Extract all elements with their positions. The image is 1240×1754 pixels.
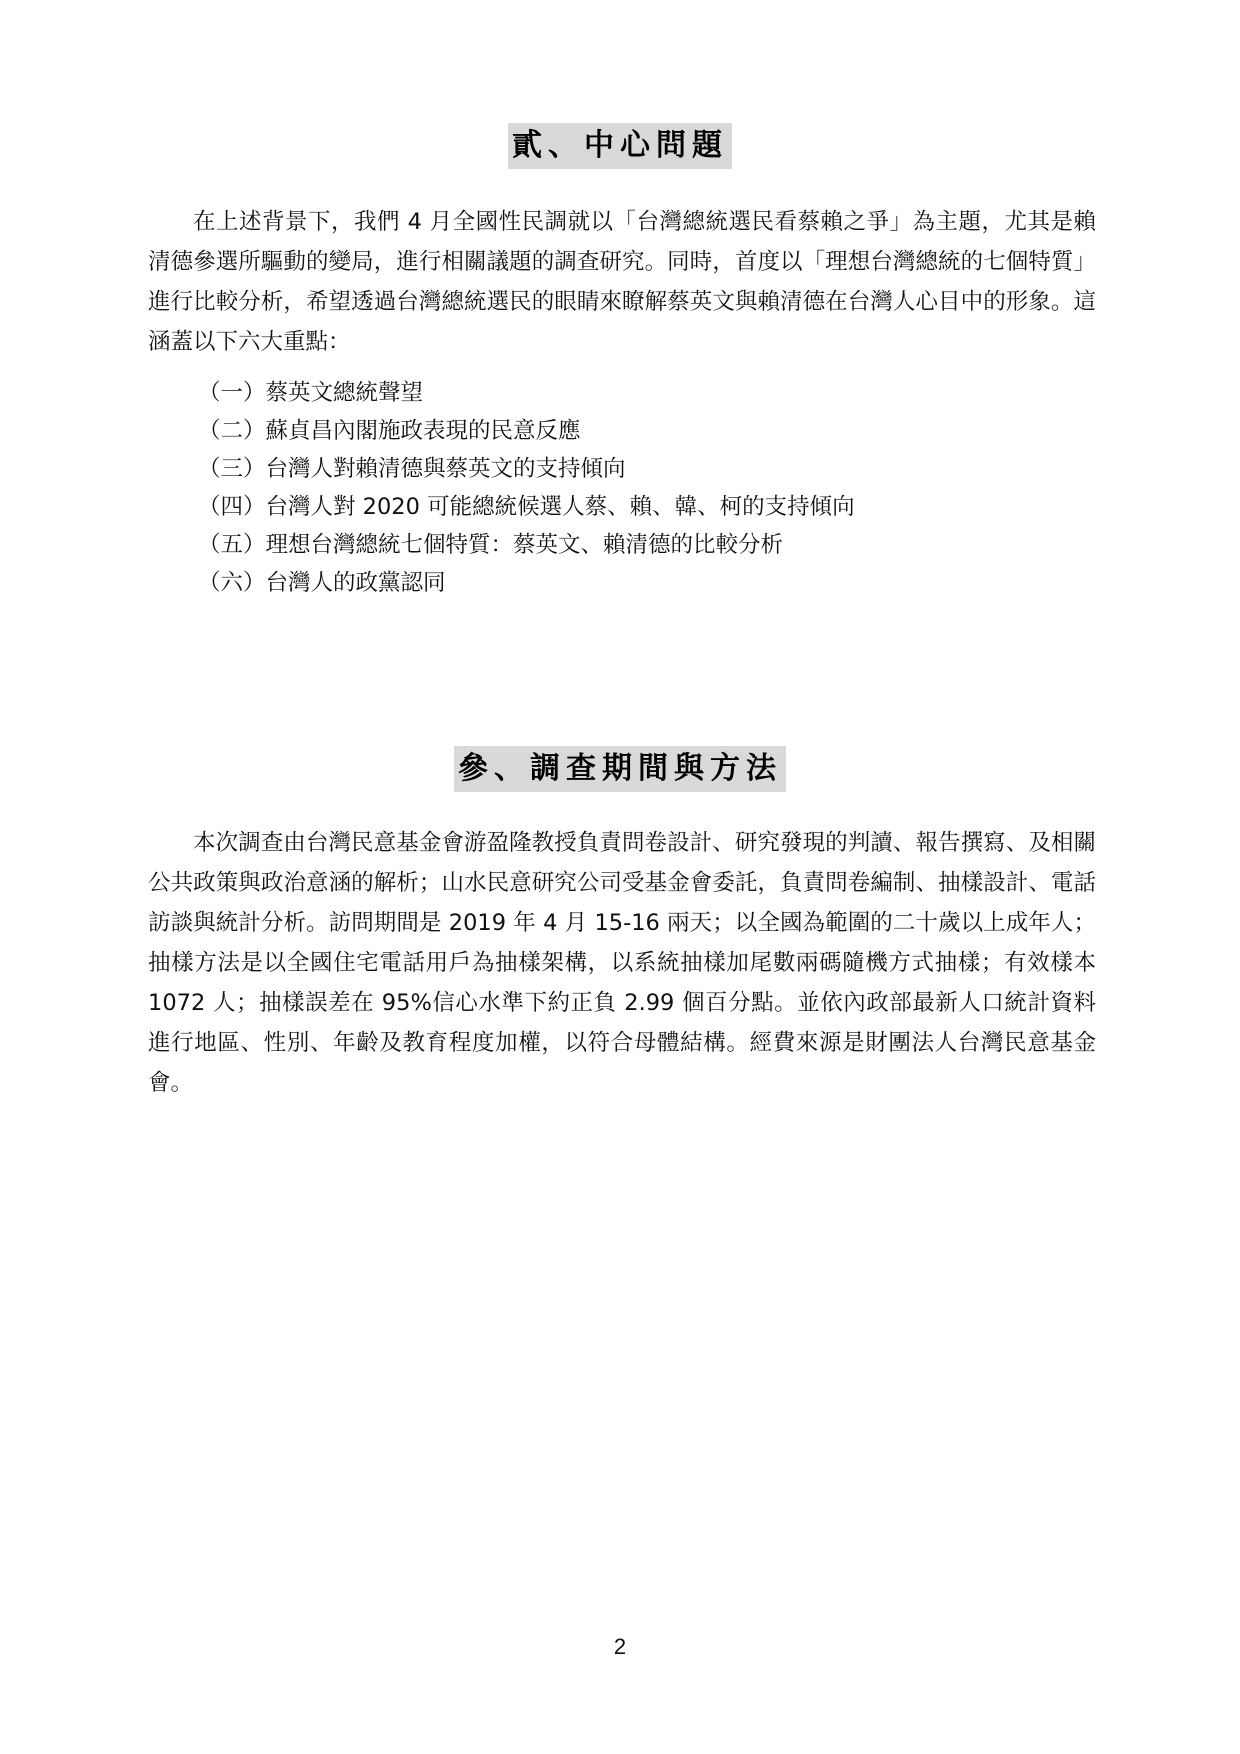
focus-item-5: （五）理想台灣總統七個特質：蔡英文、賴清德的比較分析 (198, 532, 784, 558)
focus-item-4: （四）台灣人對 2020 可能總統候選人蔡、賴、韓、柯的支持傾向 (198, 494, 855, 520)
page-number: 2 (613, 1634, 627, 1659)
section-3-heading-wrap (0, 746, 1240, 792)
section-2-paragraph: 在上述背景下，我們 4 月全國性民調就以「台灣總統選民看蔡賴之爭」為主題，尤其是賴清德參選所驅動的變局，進行相關議題的調查研究。同時，首度以「理想台灣總統的七個特質」進行比較分析，希望透過台灣總統選民的眼睛來瞭解蔡英文與賴清德在台灣人心目中的形象。這涵蓋以下六大重點： (148, 209, 1096, 355)
section-2-heading: 貳、中心問題 (508, 123, 732, 169)
focus-item-6: （六）台灣人的政黨認同 (198, 570, 446, 596)
focus-item-2: （二）蘇貞昌內閣施政表現的民意反應 (198, 418, 581, 444)
focus-list (198, 374, 855, 602)
focus-item-3: （三）台灣人對賴清德與蔡英文的支持傾向 (198, 456, 626, 482)
focus-item-1: （一）蔡英文總統聲望 (198, 380, 424, 406)
section-3-heading: 參、調查期間與方法 (454, 746, 786, 792)
section-2-heading-wrap (0, 123, 1240, 169)
section-3-paragraph: 本次調查由台灣民意基金會游盈隆教授負責問卷設計、研究發現的判讀、報告撰寫、及相關公共政策與政治意涵的解析；山水民意研究公司受基金會委託，負責問卷編制、抽樣設計、電話訪談與統計分析。訪問期間是 2019 年 4 月 15-16 兩天；以全國為範圍的二十歲以上成年人；抽樣方法是以全國住宅電話用戶為抽樣架構，以系統抽樣加尾數兩碼隨機方式抽樣；有效樣本 1072 人；抽樣誤差在 95%信心水準下約正負 2.99 個百分點。並依內政部最新人口統計資料進行地區、性別、年齡及教育程度加權，以符合母體結構。經費來源是財團法人台灣民意基金會。 (148, 830, 1096, 1096)
